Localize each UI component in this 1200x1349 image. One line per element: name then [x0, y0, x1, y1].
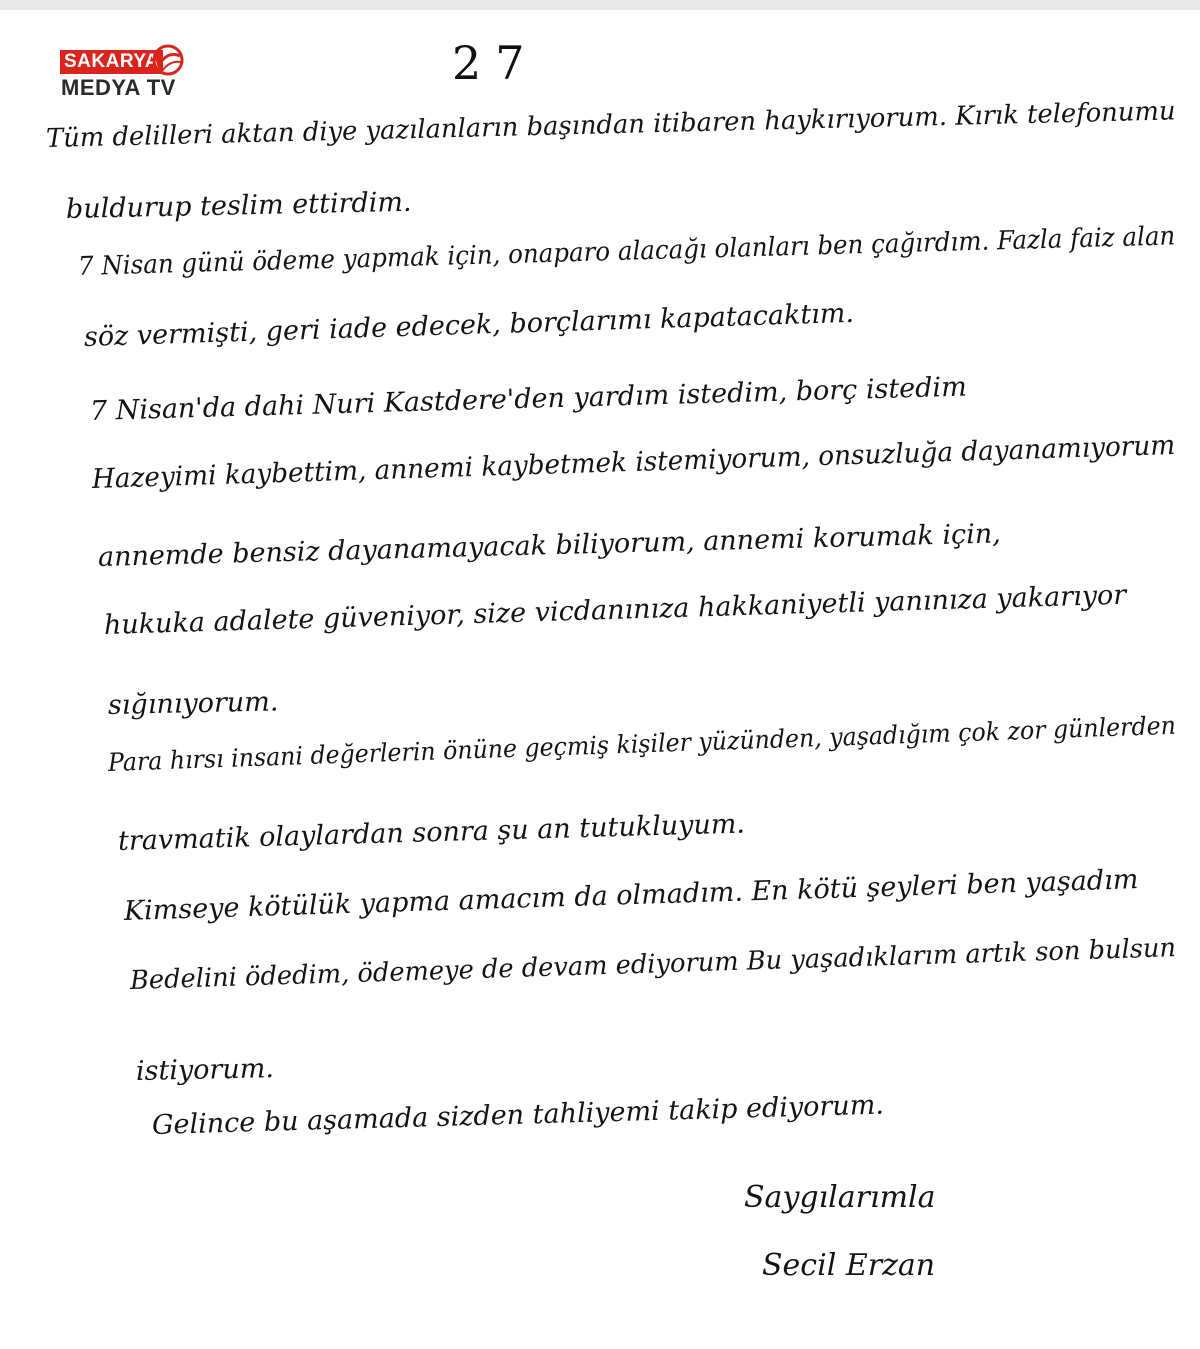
logo-top-text: SAKARYA: [60, 50, 163, 74]
sakarya-medya-tv-logo: [60, 44, 190, 104]
letter-line: 7 Nisan günü ödeme yapmak için, onaparo alacağı olanları ben çağırdım. Fazla faiz alan: [77, 221, 1176, 282]
letter-line: Gelince bu aşamada sizden tahliyemi takip ediyorum.: [151, 1089, 885, 1141]
letter-line: hukuka adalete güveniyor, size vicdanınıza hakkaniyetli yanınıza yakarıyor: [103, 579, 1127, 641]
letter-line: söz vermişti, geri iade edecek, borçlarımı kapatacaktım.: [83, 297, 855, 353]
letter-line: Para hırsı insani değerlerin önüne geçmiş kişiler yüzünden, yaşadığım çok zor günlerden: [107, 710, 1177, 777]
letter-line: sığınıyorum.: [107, 686, 279, 721]
letter-line: Kimseye kötülük yapma amacım da olmadım. En kötü şeyleri ben yaşadım: [123, 864, 1139, 927]
logo-bottom-text: MEDYA TV: [61, 75, 176, 100]
letter-line: Tüm delilleri aktan diye yazılanların başından itibaren haykırıyorum. Kırık telefonumu: [45, 96, 1176, 154]
page-number: 27: [452, 36, 539, 90]
letter-line: annemde bensiz dayanamayacak biliyorum, annemi korumak için,: [97, 518, 1002, 573]
letter-line: Bedelini ödedim, ödemeye de devam ediyorum Bu yaşadıklarım artık son bulsun: [129, 933, 1177, 996]
letter-line: buldurup teslim ettirdim.: [65, 186, 412, 225]
signature: Secil Erzan: [762, 1248, 936, 1283]
letter-line: 7 Nisan'da dahi Nuri Kastdere'den yardım istedim, borç istedim: [89, 371, 968, 427]
globe-icon: [152, 44, 184, 76]
closing-text: Saygılarımla: [744, 1180, 936, 1215]
letter-line: Hazeyimi kaybettim, annemi kaybetmek istemiyorum, onsuzluğa dayanamıyorum: [91, 429, 1176, 495]
letter-line: istiyorum.: [135, 1053, 275, 1087]
letter-line: travmatik olaylardan sonra şu an tutukluyum.: [117, 808, 746, 857]
top-border-strip: [0, 0, 1200, 10]
